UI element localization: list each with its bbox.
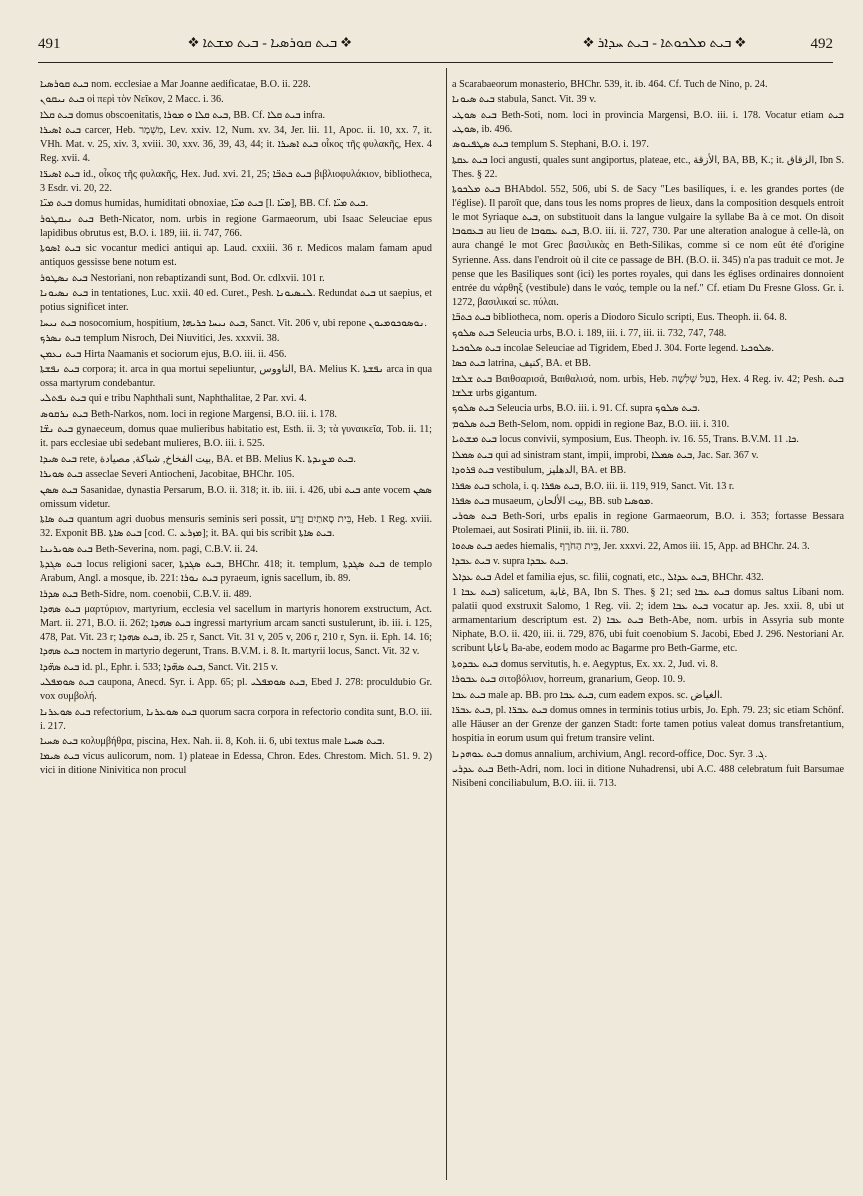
dictionary-entry: ܒܝܬ ܣܬܘܐ aedes hiemalis, בֵּית הַחֹרֶף, Jer. xxxvi. 22, Amos iii. 15, App. ad BHChr. 24. 3. <box>452 540 810 552</box>
right-page-number: 492 <box>810 36 833 52</box>
dictionary-entry: ܒܝܬ ܥܩܬܐ loci angusti, quales sunt angiportus, plateae, etc., الأزقة, BA, BB, K.; it. الزقاق, Ibn S. Thes. § 22. <box>452 154 845 180</box>
dictionary-entry: ܒܝܬ ܥܕܪܝ Beth-Adri, nom. loci in ditione Nuhadrensi, ubi A.C. 488 celebratum fuit Barsumae Nisibeni conciliabulum, B.O. iii. ii. 713. <box>452 764 845 790</box>
dictionary-entry: ܒܝܬ ܣܣܢ Sasanidae, dynastia Persarum, B.O. ii. 318; it. ib. iii. i. 426, ubi ܒܝܬ ante vocem ܣܣܢ omissum videtur. <box>40 484 433 510</box>
dictionary-entry: ܒܝܬ ܣܘܪܝ Beth-Sori, urbs epalis in regione Garmaeorum, B.O. i. 353; fortasse Bessara Ptolemaei, aut Sosirati Plinii, ib. iii. ii. 780. <box>452 511 844 537</box>
dictionary-entry: ܒܝܬ ܥܒܐ male ap. BB. pro ܒܝܬ ܥܒܐ, cum eadem expos. sc. الغياض. <box>452 689 723 701</box>
dictionary-entry: ܒܝܬ ܢܝܩܘܢ οἱ περὶ τὸν Νεῖκον, 2 Macc. i. 36. <box>40 94 224 106</box>
dictionary-entry: ܒܝܬ ܣܘܝܪܐ asseclae Severi Antiocheni, Jacobitae, BHChr. 105. <box>40 469 295 481</box>
dictionary-entry: ܒܝܬ ܐܣܝܪܐ carcer, Heb. מִשְׁמָר, Lev. xxiv. 12, Num. xv. 34, Jer. lii. 11, Apoc. ii. 10, xx. 7, it. VHh. Mat. v. 25, xiv. 3, xviii. 30, xxv. 36, 39, 43, 44; it. ܒܝܬ ܐܣܝܪܐ οἶκος τῆς φυλακῆς, Hex. 4 Reg. xvii. 4. <box>40 125 433 165</box>
dictionary-entry: ܒܝܬ ܣܘܝܪܝܢܐ Beth-Severina, nom. pagi, C.B.V. ii. 24. <box>40 543 258 555</box>
dictionary-entry: a Scarabaeorum monasterio, BHChr. 539, it. ib. 464. Cf. Tuch de Nino, p. 24. <box>452 79 768 90</box>
dictionary-entry: ܒܝܬ ܟܣܐ latrina, كنيف, BA. et BB. <box>452 358 591 370</box>
dictionary-entry: ܒܝܬ ܣܕܪܐ Beth-Sidre, nom. coenobii, C.B.V. ii. 489. <box>40 588 252 600</box>
dictionary-entry: ܒܝܬ ܩܘܪܣܝܐ nom. ecclesiae a Mar Joanne aedificatae, B.O. ii. 228. <box>40 79 311 90</box>
dictionary-entry: ܒܝܬ ܥܒܐ 1) salicetum, غابة, BA, Ibn S. Thes. § 21; sed ܒܝܬ ܥܒܐ domus saltus Libani nom. palatii quod exstruxit Salomo, 1 Reg. vii. 2; idem ܒܝܬ ܥܒܐ vocatur ap. Jes. xxii. 8, ubi ut armamentarium descriptum est. 2) ܒܝܬ ܥܒܐ Beth-Abe, nom. urbis in Assyria sub monte Niphate, B.O. ii. 420, iii. ii. 729, 876, ubi fuit coenobium S. Jacobi, Ebed J. 296. Nestoriani Ar. scribunt باعابا Ba-abe, eodem modo ac Bagarme pro Beth-Garme, etc. <box>452 587 845 655</box>
dictionary-entry: ܒܝܬ ܡܝ̈ܐ domus humidas, humiditati obnoxiae, ܒܝܬ ܡܝ̈ܐ [l. ܡܝ̈ܐ], BB. Cf. ܒܝܬ ܡܝ̈ܐ. <box>40 198 369 210</box>
left-page-number: 491 <box>38 36 61 52</box>
dictionary-entry: ܒܝܬ ܣܦܪܐ schola, i. q. ܒܝܬ ܣܦܪܐ, B.O. iii. ii. 119, 919, Sanct. Vit. 13 r. <box>452 480 735 492</box>
dictionary-entry: ܒܝܬ ܣܝܕܐ rete, بيت الفخاخ, شباكة, مصيادة, BA. et BB. Melius K. ܒܝܬ ܡܨܝܕܬܐ. <box>40 453 356 465</box>
dictionary-entry: ܒܝܬ ܣܠܘܟܝܐ incolae Seleuciae ad Tigridem, Ebed J. 304. Forte legend. ܣܠܘܟܝܐ. <box>452 342 774 354</box>
right-running-head: ❖ ܒܝܬ ܡܠܟܘܬܐ - ܒܝܬ ܚܕܐܪ ❖ <box>583 36 746 51</box>
column-divider <box>446 68 447 1180</box>
left-column <box>40 78 432 780</box>
dictionary-entry: ܒܝܬ ܫܠܫܐ Βαιθσαρισά, Βαιθαλισά, nom. urbis, Heb. בַּעַל שָׁלִשָׁה, Hex. 4 Reg. iv. 42; Pesh. ܒܝܬ ܫܠܫܐ urbs gigantum. <box>452 373 844 399</box>
dictionary-entry: ܒܝܬ ܥܘܗܕܢܐ domus annalium, archivium, Angl. record-office, Doc. Syr. ܓ. 3. <box>452 748 768 760</box>
dictionary-entry: ܒܝܬ ܢܣܝܘܢܐ in tentationes, Luc. xxii. 40 ed. Curet., Pesh. ܠܢܣܝܘܢܐ. Redundat ܒܝܬ ut saepius, et potius significet inter. <box>40 288 432 314</box>
dictionary-entry: ܒܝܬ ܟܬܒ̈ܐ bibliotheca, nom. operis a Diodoro Siculo scripti, Eus. Theoph. ii. 64. 8. <box>452 312 787 324</box>
right-column <box>452 78 844 793</box>
dictionary-entry: ܒܝܬ ܡܫܬܝܐ locus convivii, symposium, Eus. Theoph. iv. 16. 55, Trans. B.V.M. ܟܐ. 11. <box>452 434 799 446</box>
dictionary-entry: ܒܝܬ ܣܚܝܐ κολυμβήθρα, piscina, Hex. Nah. ii. 8, Koh. ii. 6, ubi textus male ܒܝܬ ܣܚܝܐ. <box>40 736 385 747</box>
dictionary-entry: ܒܝܬ ܢܦܬܠܝ qui e tribu Naphthali sunt, Naphthalitae, 2 Par. xvi. 4. <box>40 393 307 405</box>
dictionary-entry: ܒܝܬ ܣܗ̈ܕܐ id. pl., Ephr. i. 533; ܒܝܬ ܣܗ̈ܕܐ, Sanct. Vit. 215 v. <box>40 661 278 673</box>
dictionary-entry: ܒܝܬ ܢܪܩܘܣ Beth-Narkos, nom. loci in regione Margensi, B.O. iii. i. 178. <box>40 408 337 420</box>
dictionary-entry: ܒܝܬ ܥܒܕܘܬܐ domus servitutis, h. e. Aegyptus, Ex. xx. 2, Jud. vi. 8. <box>452 658 719 670</box>
dictionary-entry: ܒܝܬ ܣܘܥܪܢܐ refectorium, ܒܝܬ ܣܘܥܪܢܐ quorum sacra corpora in refectorio condita sunt, B.O. iii. i. 217. <box>40 706 432 732</box>
dictionary-entry: ܒܝܬ ܢܣܛܘܪ Nestoriani, non rebaptizandi sunt, Bod. Or. cdlxvii. 101 r. <box>40 272 325 284</box>
dictionary-entry: ܒܝܬ ܥܒܘܪܐ σιτοβόλιον, horreum, granarium, Geop. 10. 9. <box>452 674 686 686</box>
dictionary-entry: ܒܝܬ ܩܠܐ domus obscoenitatis, ܒܝܬ ܩܠܐ ܘ ܡܘܪܐ, BB. Cf. ܒܝܬ ܩܠܐ infra. <box>40 109 326 121</box>
page-header <box>38 34 833 58</box>
dictionary-entry: ܒܝܬ ܢܝܚܐ nosocomium, hospitium, ܒܝܬ ܢܝܚܐ ܟܪܝܗܐ, Sanct. Vit. 206 v, ubi repone ܢܘܣܘܟܘܡܝܘܢ. <box>40 317 427 329</box>
dictionary-entry: ܒܝܬ ܣܐܬܐ quantum agri duobus mensuris seminis seri possit, בֵּית סָאתַיִם זֶרַע, Heb. 1 Reg. xviii. 32. Exponit BB. ܒܝܬ ܣܐܬܐ [cod. C. ܡܙܪܥ]; it. BA. qui bis scribit ܒܝܬ ܣܐܬܐ. <box>40 514 433 540</box>
dictionary-entry: ܒܝܬ ܣܝܡܐ vicus aulicorum, nom. 1) plateae in Edessa, Chron. Edes. Chrestom. Mich. 51. 9. 2) vici in ditione Ninivitica non procul <box>40 751 432 777</box>
dictionary-entry: ܒܝܬ ܦܪܘܕܐ vestibulum, الدهليز, BA. et BB. <box>452 465 626 477</box>
dictionary-entry: ܒܝܬ ܥܒܪ̈ܐ, pl. ܒܝܬ ܥܒܪ̈ܐ domus omnes in terminis totius urbis, Jo. Eph. 79. 23; sic etiam Schönf. alle Häuser an der Grenze der ganzen Stadt: forte tamen potius valeat domus transfretantium, hospitia in eorum usum qui fretum transire velint. <box>452 705 844 745</box>
dictionary-entry: ܒܝܬ ܣܡܠܐ qui ad sinistram stant, impii, improbi, ܒܝܬ ܣܡܠܐ, Jac. Sar. 367 v. <box>452 449 759 461</box>
dictionary-entry: ܒܝܬ ܐܣܘܬܐ sic vocantur medici antiqui ap. Laud. cxxiii. 36 r. Medicos malam famam apud antiquos gessisse bene notum est. <box>40 243 432 269</box>
dictionary-entry: ܒܝܬ ܢܝܩܛܘܪ Beth-Nicator, nom. urbis in regione Garmaeorum, ubi Isaac Seleuciae epus lapidibus obrutus est, B.O. i. 189, iii. ii. 747, 766. <box>40 213 432 239</box>
dictionary-entry: ܒܝܬ ܣܛܦܢܘܣ templum S. Stephani, B.O. i. 197. <box>452 139 649 151</box>
dictionary-entry: ܒܝܬ ܣܠܘܟ Seleucia urbs, B.O. i. 189, iii. i. 77, iii. ii. 732, 747, 748. <box>452 327 727 339</box>
header-rule <box>38 62 833 63</box>
dictionary-entry: ܒܝܬ ܐܣܝܪ̈ܐ id., οἶκος τῆς φυλακῆς, Hex. Jud. xvi. 21, 25; ܒܝܬ ܟܬܒ̈ܐ βιβλιοφυλάκιον, bibliotheca, 3 Esdr. vi. 20, 22. <box>40 168 433 194</box>
dictionary-entry: ܒܝܬ ܣܦܪܐ musaeum, بيت الألحان, BB. sub ܡܘܣܝܐ. <box>452 495 654 507</box>
dictionary-entry: ܒܝܬ ܣܠܘܡ Beth-Selom, nom. oppidi in regione Baz, B.O. iii. i. 310. <box>452 418 730 430</box>
dictionary-entry: ܒܝܬ ܥܒܕܐ v. supra ܒܝܬ ܥܒܕܐ. <box>452 556 569 568</box>
dictionary-entry: ܒܝܬ ܣܠܘܟ Seleucia urbs, B.O. iii. i. 91. Cf. supra ܒܝܬ ܣܠܘܟ. <box>452 403 700 415</box>
dictionary-entry: ܒܝܬ ܥܕܐܠ Adel et familia ejus, sc. filii, cognati, etc., ܒܝܬ ܥܕܐܠ, BHChr. 432. <box>452 571 764 583</box>
left-running-head: ❖ ܒܝܬ ܩܘܪܣܝܐ - ܒܝܬ ܡܫܬܐ ❖ <box>188 36 352 51</box>
dictionary-entry: ܒܝܬ ܣܘܛܝ Beth-Soti, nom. loci in provincia Margensi, B.O. iii. i. 178. Vocatur etiam ܒܝܬ ܣܘܛܝ, ib. 496. <box>452 109 845 135</box>
dictionary-entry: ܒܝܬ ܣܝܘܢܐ stabula, Sanct. Vit. 39 v. <box>452 94 597 106</box>
dictionary-entry: ܒܝܬ ܢܣܪܟ templum Nisroch, Dei Niuvitici, Jes. xxxvii. 38. <box>40 333 280 345</box>
dictionary-entry: ܒܝܬ ܣܓܕܬܐ locus religioni sacer, ܒܝܬ ܣܓܕܬܐ, BHChr. 418; it. templum, ܒܝܬ ܣܓܕܬܐ de templo Arabum, Angl. a mosque, ib. 221: ܒܝܬ ܢܘܪܐ pyraeum, ignis sacellum, ib. 89. <box>40 559 432 585</box>
dictionary-entry: ܒܝܬ ܣܘܡܦܠܝ caupona, Anecd. Syr. i. App. 65; pl. ܒܝܬ ܣܘܡܦܠܝ, Ebed J. 278: proculdubio Gr. vox συμβολή. <box>40 677 432 703</box>
dictionary-entry: ܒܝܬ ܣܗܕܐ μαρτύριον, martyrium, ecclesia vel sacellum in martyris honorem exstructum, Act. Mart. ii. 271, B.O. ii. 262; ܒܝܬ ܣܗܕܐ ingressi martyrium arcam sancti sustulerunt, ib. iii. i. 125, 478, Pat. Vit. 23 r; ܒܝܬ ܣܗܕܐ, ib. 25 r, Sanct. Vit. 31 v, 205 v, 206 r, 210 r, Syn. ii. Eph. 14. 16; ܒܝܬ ܣܗܕܐ noctem in martyrio degerunt, Trans. B.V.M. i. 8. It. martyrii locus, Sanct. Vit. 32 v. <box>40 604 433 658</box>
dictionary-entry: ܒܝܬ ܢܦܫܬܐ corpora; it. arca in qua mortui sepeliuntur, الناووس, BA. Melius K. ܢܦܫܬܐ arca in qua ossa martyrum condebantur. <box>40 363 433 390</box>
dictionary-entry: ܒܝܬ ܡܠܟܘܬܐ BHAbdol. 552, 506, ubi S. de Sacy "Les basiliques, i. e. les grandes portes (de l'église). Il paroît que, dans tous les noms propres de lieux, dans la composition desquels entroit le mot Syriaque ܒܝܬ, on substituoit dans la langue vulgaire la syllabe Ba à ce mot. On disoit ܒܥܩܘܒܐ au lieu de ܒܝܬ ܥܩܘܒܐ, B.O. iii. ii. 727, 730. Par une alteration analogue à celle-là, on aura changé le mot Grec βασιλικὰς en Beth-Silikas, comme si ce nom eût été d'origine Syrienne. Ass. dans l'endroit où il cite ce passage de BH. (B.O. ii. 345) n'a pas traduit ce mot. Je pense que les Basiliques sont (ici) les portes royales, qui dans les églises ordinaires donnoient entrée du νάρθηξ (vestibule) dans le ναός, temple ou la nef." Cf. etiam Du Fresne Gloss. Gr. i. 1272, βασιλικαί sc. πύλαι. <box>452 184 845 308</box>
dictionary-entry: ܒܝܬ ܢܥܡܢ Hirta Naamanis et sociorum ejus, B.O. iii. ii. 456. <box>40 348 287 360</box>
dictionary-entry: ܒܝܬ ܢܫ̈ܐ gynaeceum, domus quae mulieribus habitatio est, Esth. ii. 3; τὰ γυναικεῖα, Tob. ii. 11; it. pars ecclesiae ubi sedebant mulieres, B.O. iii. i. 525. <box>40 424 432 450</box>
